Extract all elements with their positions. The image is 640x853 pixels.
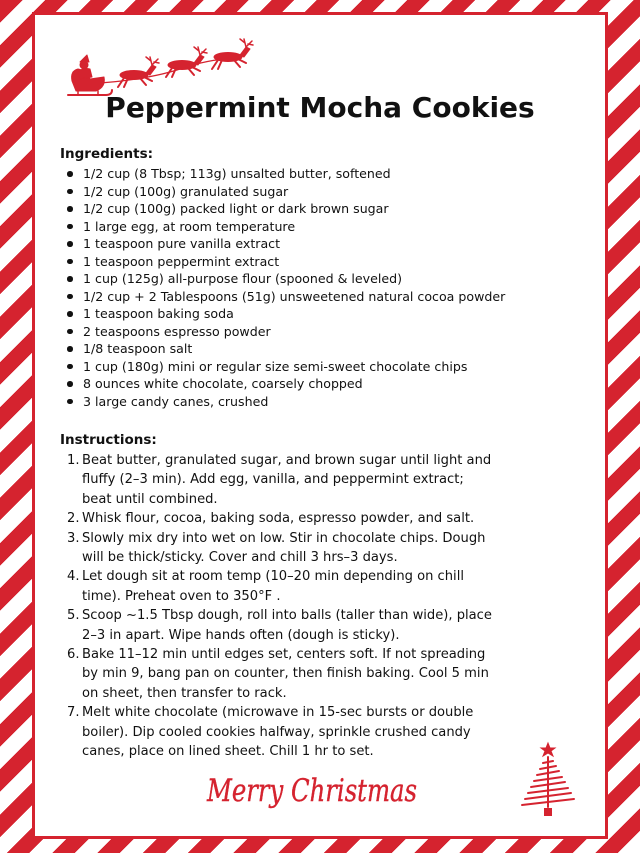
ingredient-item	[60, 375, 590, 393]
ingredient-text: 3 large candy canes, crushed	[83, 393, 269, 409]
ingredient-text: 1 teaspoon pure vanilla extract	[83, 236, 281, 251]
ingredient-item	[60, 165, 590, 183]
step-text-line: Whisk flour, cocoa, baking soda, espresso powder, and salt.	[82, 511, 475, 527]
ingredient-text: 2 teaspoons espresso powder	[83, 323, 271, 339]
step-number: 6.	[67, 647, 80, 663]
bullet-icon	[67, 276, 73, 282]
recipe-card	[32, 12, 608, 839]
ingredient-text: 1/2 cup + 2 Tablespoons (51g) unsweetened natural cocoa powder	[83, 288, 506, 304]
ingredient-text: 1/8 teaspoon salt	[83, 341, 193, 356]
ingredient-text: 1 cup (180g) mini or regular size semi-sweet chocolate chips	[83, 358, 468, 374]
step-number: 2.	[67, 511, 80, 527]
step-text-line: Let dough sit at room temp (10–20 min depending on chill	[82, 569, 464, 585]
step-text-line: Melt white chocolate (microwave in 15-sec bursts or double	[82, 705, 474, 721]
step-text-line: 2–3 in apart. Wipe hands often (dough is sticky).	[82, 627, 400, 643]
ingredient-item	[60, 323, 590, 341]
ingredient-item	[60, 288, 590, 306]
step-text-line: fluffy (2–3 min). Add egg, vanilla, and peppermint extract;	[82, 472, 464, 488]
step-number: 7.	[67, 705, 80, 721]
ingredient-text: 1 teaspoon peppermint extract	[83, 253, 280, 269]
christmas-tree-icon	[515, 737, 581, 821]
ingredient-item	[60, 200, 590, 218]
bullet-icon	[67, 206, 73, 212]
instructions-heading: Instructions:	[60, 432, 157, 448]
bullet-icon	[67, 381, 73, 387]
step-text-line: on sheet, then transfer to rack.	[82, 685, 287, 701]
step-text-line: Beat butter, granulated sugar, and brown sugar until light and	[82, 453, 492, 468]
instruction-step	[60, 703, 580, 761]
bullet-icon	[67, 224, 73, 230]
ingredient-item	[60, 393, 590, 411]
svg-text:Merry Christmas: Merry Christmas	[206, 773, 417, 809]
step-number: 3.	[67, 530, 80, 546]
step-number: 4.	[67, 569, 80, 585]
bullet-icon	[67, 329, 73, 335]
bullet-icon	[67, 294, 73, 300]
step-text-line: beat until combined.	[82, 491, 218, 507]
ingredient-item	[60, 358, 590, 376]
ingredient-item	[60, 218, 590, 236]
bullet-icon	[67, 189, 73, 195]
merry-christmas-script	[200, 757, 425, 827]
step-text-line: Bake 11–12 min until edges set, centers soft. If not spreading	[82, 647, 486, 663]
ingredients-list	[60, 165, 590, 410]
ingredient-item	[60, 253, 590, 271]
step-text-line: Scoop ~1.5 Tbsp dough, roll into balls (taller than wide), place	[82, 608, 492, 624]
ingredient-item	[60, 183, 590, 201]
ingredient-item	[60, 235, 590, 253]
instruction-step	[60, 451, 580, 509]
step-text-line: canes, place on lined sheet. Chill 1 hr to set.	[82, 744, 374, 760]
instruction-step	[60, 567, 580, 606]
ingredient-text: 1 large egg, at room temperature	[83, 218, 296, 234]
ingredient-item	[60, 270, 590, 288]
ingredient-text: 1/2 cup (8 Tbsp; 113g) unsalted butter, softened	[83, 166, 391, 181]
ingredient-text: 1/2 cup (100g) packed light or dark brown sugar	[83, 201, 389, 216]
instruction-step	[60, 645, 580, 703]
ingredient-text: 1 teaspoon baking soda	[83, 306, 234, 321]
step-number: 1.	[67, 453, 80, 468]
ingredient-text: 1/2 cup (100g) granulated sugar	[83, 183, 289, 199]
step-text-line: time). Preheat oven to 350°F .	[82, 588, 281, 604]
bullet-icon	[67, 399, 73, 405]
recipe-title: Peppermint Mocha Cookies	[105, 91, 535, 124]
bullet-icon	[67, 311, 73, 317]
step-text-line: by min 9, bang pan on counter, then finish baking. Cool 5 min	[82, 666, 489, 682]
ingredient-item	[60, 305, 590, 323]
instruction-step	[60, 606, 580, 645]
bullet-icon	[67, 171, 73, 177]
instructions-list	[60, 451, 580, 762]
ingredients-heading: Ingredients:	[60, 146, 154, 162]
bullet-icon	[67, 241, 73, 247]
step-text-line: will be thick/sticky. Cover and chill 3 hrs–3 days.	[82, 550, 398, 566]
bullet-icon	[67, 364, 73, 370]
ingredient-item	[60, 340, 590, 358]
instruction-step	[60, 509, 580, 528]
bullet-icon	[67, 346, 73, 352]
step-text-line: Slowly mix dry into wet on low. Stir in chocolate chips. Dough	[82, 530, 486, 546]
step-text-line: boiler). Dip cooled cookies halfway, sprinkle crushed candy	[82, 724, 471, 740]
step-number: 5.	[67, 608, 80, 624]
instruction-step	[60, 529, 580, 568]
bullet-icon	[67, 259, 73, 265]
ingredient-text: 8 ounces white chocolate, coarsely chopped	[83, 376, 363, 391]
ingredient-text: 1 cup (125g) all-purpose flour (spooned & leveled)	[83, 271, 403, 286]
